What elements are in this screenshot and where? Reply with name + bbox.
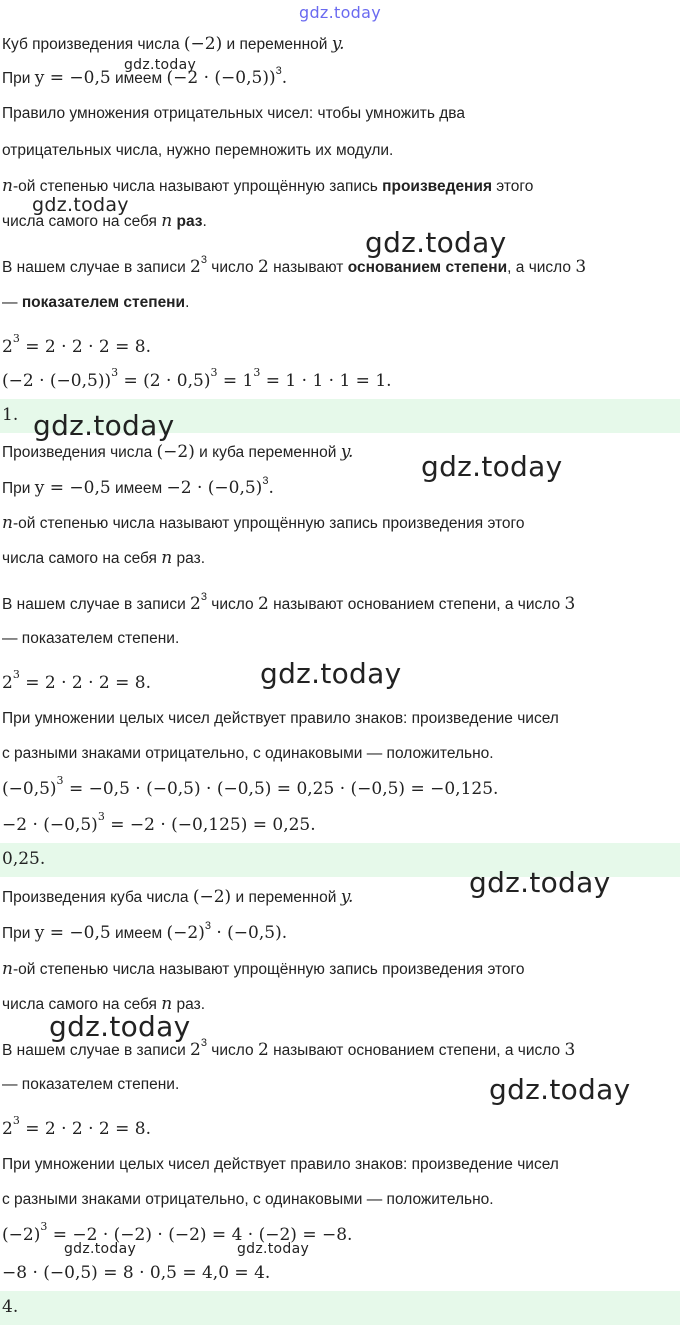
watermark-11: gdz.today	[237, 1241, 310, 1257]
s3-line-5: В нашем случае в записи $2^3$ число 2 называют основанием степени, а число 3	[2, 1036, 576, 1060]
s1-line-8: — показателем степени.	[2, 294, 190, 311]
s1-line-2: При y = −0,5 имеем $(-2 \cdot (-0,5))^3$.	[2, 64, 288, 88]
s3-line-1: Произведения куба числа (−2) и переменной y.	[2, 887, 354, 907]
s2-line-4: числа самого на себя n раз.	[2, 548, 206, 568]
watermark-3: gdz.today	[365, 226, 507, 259]
s2-line-10: $(-0,5)^3 = -0,5 \cdot (-0,5) \cdot (-0,5) = 0,25 \cdot (-0,5) = -0,125$.	[2, 774, 499, 799]
watermark-5: gdz.today	[421, 450, 563, 483]
watermark-2: gdz.today	[32, 194, 129, 216]
watermark-8: gdz.today	[49, 1010, 191, 1043]
s1-line-7: В нашем случае в записи $2^3$ число 2 называют основанием степени, а число 3	[2, 253, 587, 277]
s2-line-11: $-2 \cdot (-0,5)^3 = -2 \cdot (-0,125) = 0,25$.	[2, 810, 316, 835]
s3-line-2: При y = −0,5 имеем $(-2)^3 \cdot (-0,5)$.	[2, 919, 288, 943]
s1-line-4: отрицательных числа, нужно перемножить их модули.	[2, 142, 394, 159]
watermark-6: gdz.today	[260, 657, 402, 690]
s3-line-11: −8 · (−0,5) = 8 · 0,5 = 4,0 = 4.	[2, 1263, 271, 1283]
s3-line-3: n-ой степенью числа называют упрощённую запись произведения этого	[2, 959, 525, 979]
s2-line-1: Произведения числа (−2) и куба переменной y.	[2, 442, 354, 462]
s2-line-8: При умножении целых чисел действует правило знаков: произведение чисел	[2, 710, 559, 727]
answer-1: 1.	[2, 405, 19, 425]
s2-line-2: При y = −0,5 имеем $-2 \cdot (-0,5)^3$.	[2, 474, 274, 498]
answer-3: 4.	[2, 1297, 19, 1317]
s3-line-6: — показателем степени.	[2, 1076, 180, 1093]
watermark-9: gdz.today	[489, 1073, 631, 1106]
s3-line-10: $(-2)^3 = -2 \cdot (-2) \cdot (-2) = 4 \cdot (-2) = -8$.	[2, 1220, 353, 1245]
s3-line-4: числа самого на себя n раз.	[2, 994, 206, 1014]
watermark-top: gdz.today	[299, 3, 381, 22]
s2-line-6: — показателем степени.	[2, 630, 180, 647]
s1-line-9: $2^3 = 2 \cdot 2 \cdot 2 = 8$.	[2, 332, 152, 357]
watermark-1: gdz.today	[124, 57, 197, 73]
watermark-10: gdz.today	[64, 1241, 137, 1257]
s1-line-10: $(-2 \cdot (-0,5))^3 = (2 \cdot 0,5)^3 = 1^3 = 1 \cdot 1 \cdot 1 = 1$.	[2, 366, 392, 391]
s3-line-8: При умножении целых чисел действует правило знаков: произведение чисел	[2, 1156, 559, 1173]
s1-line-6: числа самого на себя n раз.	[2, 211, 207, 231]
s1-line-3: Правило умножения отрицательных чисел: чтобы умножить два	[2, 105, 465, 122]
s2-line-5: В нашем случае в записи $2^3$ число 2 называют основанием степени, а число 3	[2, 590, 576, 614]
s1-line-5: n-ой степенью числа называют упрощённую запись произведения этого	[2, 176, 534, 196]
watermark-4: gdz.today	[33, 409, 175, 442]
s2-line-7: $2^3 = 2 \cdot 2 \cdot 2 = 8$.	[2, 668, 152, 693]
s2-line-9: с разными знаками отрицательно, с одинаковыми — положительно.	[2, 745, 494, 762]
s2-line-3: n-ой степенью числа называют упрощённую запись произведения этого	[2, 513, 525, 533]
watermark-7: gdz.today	[469, 866, 611, 899]
s1-line-1: Куб произведения числа (−2) и переменной y.	[2, 34, 345, 54]
s3-line-9: с разными знаками отрицательно, с одинаковыми — положительно.	[2, 1191, 494, 1208]
answer-box-3	[0, 1291, 680, 1325]
s3-line-7: $2^3 = 2 \cdot 2 \cdot 2 = 8$.	[2, 1114, 152, 1139]
answer-2: 0,25.	[2, 849, 46, 869]
